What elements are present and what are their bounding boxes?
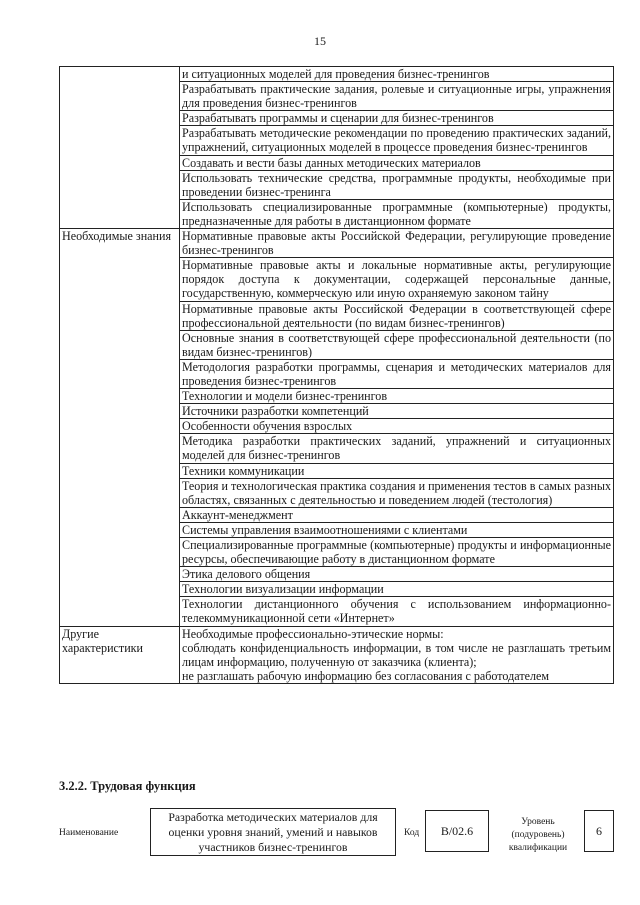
code-box: B/02.6 [425, 810, 489, 852]
row-text: Технологии дистанционного обучения с использованием информационно-телекоммуникационной сети «Интернет» [180, 597, 614, 626]
row-text: Методология разработки программы, сценария и методических материалов для проведения бизнес-тренингов [180, 359, 614, 388]
row-text: Нормативные правовые акты и локальные нормативные акты, регулирующие порядок доступа к документации, содержащей персональные данные, государственную, коммерческую или иную охраняемую законом тайну [180, 258, 614, 301]
other-line: не разглашать рабочую информацию без согласования с работодателем [182, 668, 550, 683]
row-text: Использовать технические средства, программные продукты, необходимые при проведении бизнес-тренинга [180, 170, 614, 199]
row-text: Разрабатывать практические задания, ролевые и ситуационные игры, упражнения для проведения бизнес-тренингов [180, 82, 614, 111]
other-characteristics-text [180, 626, 614, 683]
row-text: и ситуационных моделей для проведения бизнес-тренингов [180, 67, 614, 82]
row-text: Использовать специализированные программные (компьютерные) продукты, предназначенные для работы в дистанционном формате [180, 199, 614, 228]
row-text: Этика делового общения [180, 567, 614, 582]
row-text: Основные знания в соответствующей сфере профессиональной деятельности (по видам бизнес-тренингов) [180, 330, 614, 359]
row-text: Разрабатывать программы и сценарии для бизнес-тренингов [180, 111, 614, 126]
row-text: Системы управления взаимоотношениями с клиентами [180, 522, 614, 537]
table-row [60, 229, 614, 258]
row-label-empty [60, 67, 180, 229]
other-line: Необходимые профессионально-этические нормы: [182, 626, 444, 641]
row-text: Технологии визуализации информации [180, 582, 614, 597]
row-text: Источники разработки компетенций [180, 404, 614, 419]
row-text: Разрабатывать методические рекомендации по проведению практических заданий, упражнений, ситуационных моделей в процессе проведения бизнес-тренингов [180, 126, 614, 155]
labor-function-row [0, 808, 640, 868]
function-name-box: Разработка методических материалов для оценки уровня знаний, умений и навыков участников бизнес-тренингов [150, 808, 396, 856]
row-text: Техники коммуникации [180, 463, 614, 478]
qualification-level-label: Уровень (подуровень) квалификации [508, 817, 568, 853]
page-number: 15 [314, 34, 326, 48]
row-text: Создавать и вести базы данных методических материалов [180, 155, 614, 170]
row-text: Технологии и модели бизнес-тренингов [180, 389, 614, 404]
row-text: Теория и технологическая практика создания и применения тестов в самых разных областях, связанных с деятельностью и поведением людей (тестология) [180, 478, 614, 507]
row-text: Особенности обучения взрослых [180, 419, 614, 434]
row-label-other: Другие характеристики [60, 626, 180, 683]
row-text: Аккаунт-менеджмент [180, 507, 614, 522]
name-label: Наименование [59, 828, 119, 838]
row-text: Нормативные правовые акты Российской Федерации, регулирующие проведение бизнес-тренингов [180, 229, 614, 258]
row-text: Специализированные программные (компьютерные) продукты и информационные ресурсы, обеспечивающие работу в дистанционном формате [180, 538, 614, 567]
other-line: соблюдать конфиденциальность информации, в том числе не разглашать третьим лицам информацию, полученную от заказчика (клиента); [182, 640, 611, 669]
row-text: Методика разработки практических заданий, упражнений и ситуационных моделей для бизнес-тренингов [180, 434, 614, 463]
table-row [60, 67, 614, 82]
qualification-level-box: 6 [584, 810, 614, 852]
row-text: Нормативные правовые акты Российской Федерации в соответствующей сфере профессиональной деятельности (по видам бизнес-тренингов) [180, 301, 614, 330]
row-label-knowledge: Необходимые знания [60, 229, 180, 627]
section-heading: 3.2.2. Трудовая функция [59, 779, 196, 793]
requirements-table [59, 66, 614, 684]
code-label: Код [404, 828, 420, 838]
table-row [60, 626, 614, 683]
